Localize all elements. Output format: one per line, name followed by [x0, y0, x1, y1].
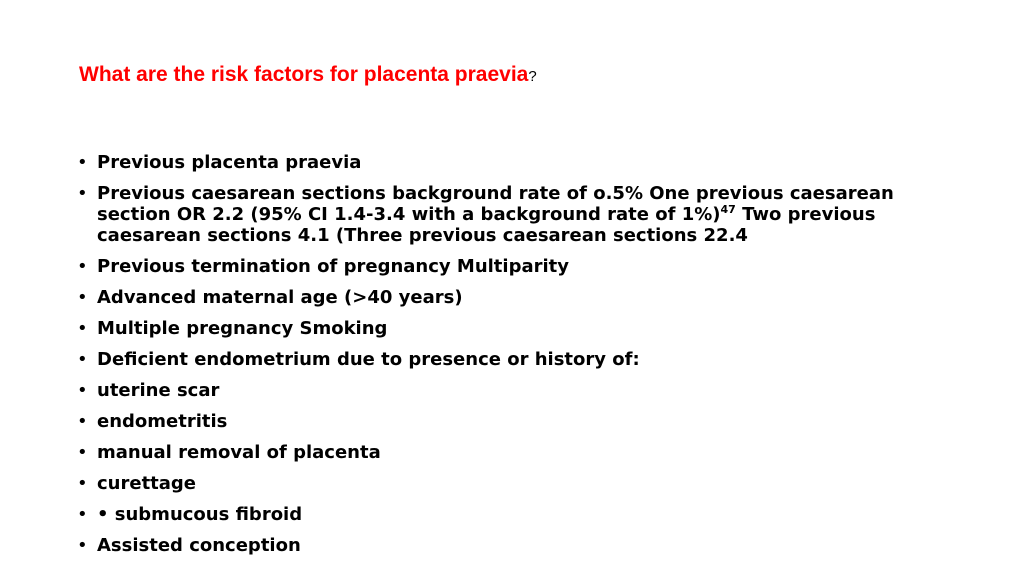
list-item-text: Multiple pregnancy Smoking	[97, 318, 388, 339]
bullet-icon: •	[77, 183, 88, 204]
bullet-icon: •	[77, 504, 88, 525]
list-item-text-continued: Two previous caesarean sections 4.1 (Three previous caesarean sections 22.4	[97, 204, 876, 246]
list-item	[75, 473, 955, 494]
title-question-mark: ?	[528, 68, 537, 85]
list-item	[75, 256, 955, 277]
list-item	[75, 318, 955, 339]
list-item	[75, 287, 955, 308]
slide-title	[79, 61, 537, 91]
bullet-icon: •	[77, 411, 88, 432]
risk-factor-list	[75, 152, 955, 566]
list-item	[75, 183, 897, 246]
list-item-text: Previous caesarean sections background rate of o.5% One previous caesarean section OR 2.2 (95% CI 1.4-3.4 with a background rate of 1%)	[97, 183, 894, 225]
bullet-icon: •	[77, 535, 88, 556]
list-item-text: Previous termination of pregnancy Multiparity	[97, 256, 569, 277]
list-item	[75, 504, 955, 525]
list-item	[75, 380, 955, 401]
title-text: What are the risk factors for placenta praevia	[79, 63, 529, 86]
list-item	[75, 152, 955, 173]
list-item-text: endometritis	[97, 411, 228, 432]
list-item	[75, 349, 955, 370]
bullet-icon: •	[77, 318, 88, 339]
bullet-icon: •	[77, 349, 88, 370]
bullet-icon: •	[77, 152, 88, 173]
bullet-icon: •	[77, 473, 88, 494]
list-item-text: Deficient endometrium due to presence or history of:	[97, 349, 640, 370]
bullet-icon: •	[77, 287, 88, 308]
bullet-icon: •	[77, 442, 88, 463]
list-item-text: Assisted conception	[97, 535, 301, 556]
citation-superscript: 47	[720, 203, 736, 216]
list-item-text: manual removal of placenta	[97, 442, 381, 463]
list-item-text: • submucous fibroid	[97, 504, 303, 525]
list-item-text: Advanced maternal age (>40 years)	[97, 287, 463, 308]
list-item	[75, 411, 955, 432]
list-item	[75, 442, 955, 463]
bullet-icon: •	[77, 256, 88, 277]
list-item-text: Previous placenta praevia	[97, 152, 362, 173]
list-item	[75, 535, 955, 556]
bullet-icon: •	[77, 380, 88, 401]
list-item-text: curettage	[97, 473, 197, 494]
list-item-text: uterine scar	[97, 380, 220, 401]
